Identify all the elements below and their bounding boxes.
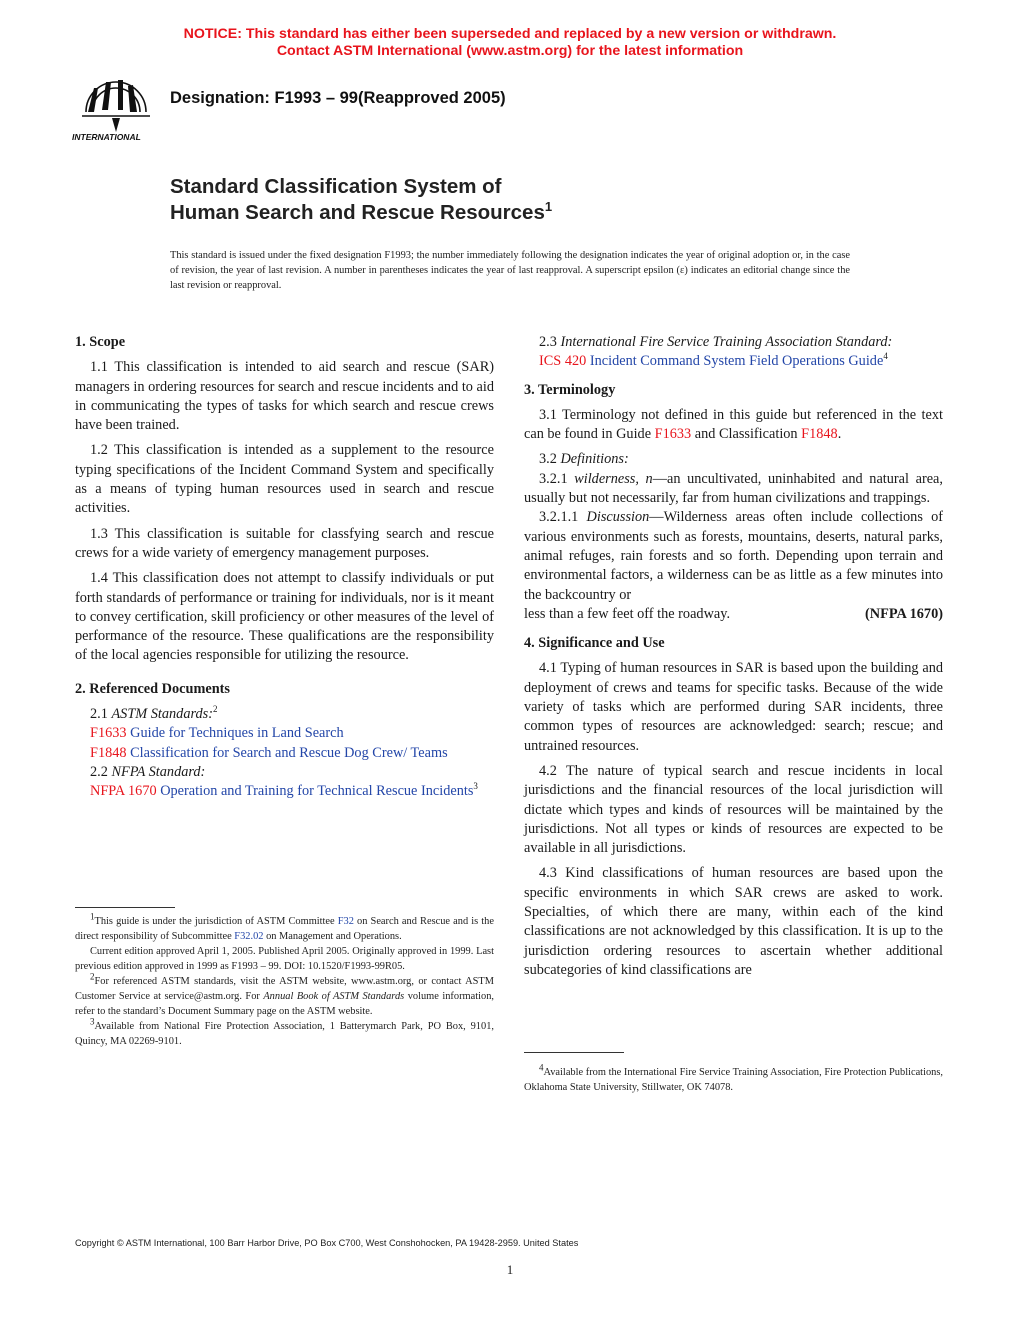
footnote-2 bbox=[75, 971, 494, 1019]
issued-note: This standard is issued under the fixed designation F1993; the number immediately following the designation indicates the year of original adoption or, in the case of revision, the year of last revision. A number in parentheses indicates the year of last reapproval. A superscript epsilon (ε) indicates an editorial change since the last revision or reapproval. bbox=[170, 250, 850, 291]
ifsta-standard-label: International Fire Service Training Association Standard: bbox=[560, 334, 893, 350]
left-footnotes bbox=[75, 907, 494, 1049]
para-3-2-1-num: 3.2.1 bbox=[539, 470, 575, 487]
committee-f32-link[interactable]: F32 bbox=[337, 916, 354, 927]
notice-line-1: NOTICE: This standard has either been superseded and replaced by a new version or withdrawn. bbox=[183, 26, 837, 42]
footnote-4-text: Available from the International Fire Service Training Association, Fire Protection Publications, Oklahoma State University, Stillwater, OK 74078. bbox=[524, 1067, 943, 1093]
para-3-1-text-c: . bbox=[837, 426, 842, 443]
ref-f1633-title[interactable]: Guide for Techniques in Land Search bbox=[130, 725, 344, 742]
footnote-1-text-a: This guide is under the jurisdiction of ASTM Committee bbox=[94, 916, 338, 927]
para-2-1-num: 2.1 bbox=[90, 706, 112, 723]
footnote-1-edition: Current edition approved April 1, 2005. Published April 2005. Originally approved in 1999. Last previous edition approved in 1999 as F1993 – 99. DOI: 10.1520/F1993-99R05. bbox=[75, 946, 494, 972]
astm-logo-icon bbox=[72, 72, 164, 144]
refdocs-heading: 2. Referenced Documents bbox=[75, 680, 230, 697]
title-line-2-text: Human Search and Rescue Resources bbox=[170, 201, 545, 224]
ref-f1633-code[interactable]: F1633 bbox=[90, 725, 127, 742]
para-4-1: 4.1 Typing of human resources in SAR is based upon the building and deployment of crews and teams for specific tasks. Because of the wide variety of tasks which are performed during SAR incidents, three common types of resources are acknowledged: search; rescue; and untrained resources. bbox=[524, 660, 943, 754]
ref-nfpa-1670-title[interactable]: Operation and Training for Technical Rescue Incidents bbox=[160, 783, 474, 800]
designation: Designation: F1993 – 99(Reapproved 2005) bbox=[170, 89, 506, 107]
footnote-mark-3: 3 bbox=[473, 781, 478, 792]
para-3-1 bbox=[524, 406, 943, 445]
document-title bbox=[170, 174, 552, 226]
ref-ics-420-code[interactable]: ICS 420 bbox=[539, 353, 587, 370]
subcommittee-f32-02-link[interactable]: F32.02 bbox=[234, 931, 264, 942]
footnote-1-mark: 1 bbox=[90, 911, 95, 922]
footnote-rule-left bbox=[75, 907, 175, 908]
para-3-1-text-b: and Classification bbox=[691, 426, 802, 443]
footnote-mark-2: 2 bbox=[213, 704, 218, 715]
footnote-rule-right bbox=[524, 1052, 624, 1053]
para-1-3: 1.3 This classification is suitable for classfying search and rescue crews for a wide variety of emergency management purposes. bbox=[75, 525, 494, 561]
copyright: Copyright © ASTM International, 100 Barr Harbor Drive, PO Box C700, West Conshohocken, PA 19428-2959. United States bbox=[75, 1238, 579, 1248]
para-4-2: 4.2 The nature of typical search and rescue incidents in local jurisdictions and the financial resources of the local jurisdiction will dictate which types and kinds of resources will be maintained by the jurisdictions. Not all types or kinds of resources are expected to be available in all jurisdictions. bbox=[524, 762, 943, 857]
footnote-1 bbox=[75, 911, 494, 944]
footnote-2-text-a: For referenced ASTM standards, visit the ASTM website, www.astm.org, or contact ASTM Customer Service at service@astm.org. For bbox=[75, 976, 494, 1002]
footnote-4-mark: 4 bbox=[539, 1062, 544, 1073]
para-1-2: 1.2 This classification is intended as a supplement to the resource typing specifications of the Incident Command System and specifically as a means of typing human resources used in search and rescue activities. bbox=[75, 442, 494, 517]
footnote-4 bbox=[524, 1062, 943, 1095]
para-3-2-num: 3.2 bbox=[539, 451, 561, 468]
title-line-1: Standard Classification System of bbox=[170, 175, 502, 198]
astm-logo bbox=[72, 72, 164, 144]
classification-f1848-link[interactable]: F1848 bbox=[801, 426, 838, 443]
ref-ics-420-title[interactable]: Incident Command System Field Operations Guide bbox=[589, 353, 884, 370]
para-3-2 bbox=[524, 450, 943, 469]
discussion-text: —Wilderness areas often include collections of various environments such as forests, mountains, deserts, natural parks, animal refuges, rain forests and so forth. Depending upon terrain and environmental factors, a wilderness can be as little as a few minutes into the backcountry or bbox=[524, 509, 944, 603]
para-1-4: 1.4 This classification does not attempt to classify individuals or put forth standards of performance or training for individuals, nor is it meant to convey certification, skill proficiency or other measures of the level of performance of the resource. These qualifications are the responsibility of the local agencies responsible for utilizing the resource. bbox=[75, 570, 494, 664]
scope-heading: 1. Scope bbox=[75, 334, 126, 350]
ref-f1848[interactable] bbox=[90, 744, 494, 763]
footnote-2-text-b: volume information, refer to the standard’s Document Summary page on the ASTM website. bbox=[75, 991, 494, 1017]
para-2-3 bbox=[524, 333, 943, 352]
right-footnotes bbox=[524, 1052, 943, 1095]
right-column bbox=[524, 333, 943, 980]
footnote-3 bbox=[75, 1016, 494, 1049]
discussion-last-line bbox=[524, 605, 943, 624]
para-2-2-num: 2.2 bbox=[90, 763, 112, 780]
discussion-label: Discussion bbox=[586, 509, 650, 526]
ref-f1848-code[interactable]: F1848 bbox=[90, 744, 127, 761]
footnote-2-mark: 2 bbox=[90, 971, 95, 982]
logo-subtext: INTERNATIONAL bbox=[72, 132, 141, 142]
para-2-3-num: 2.3 bbox=[539, 334, 561, 350]
para-2-2 bbox=[75, 763, 494, 782]
para-3-2-1-1 bbox=[524, 508, 943, 604]
footnote-3-mark: 3 bbox=[90, 1016, 95, 1027]
ref-ics-420[interactable] bbox=[539, 352, 943, 371]
guide-f1633-link[interactable]: F1633 bbox=[654, 426, 692, 443]
wilderness-definition: —an uncultivated, uninhabited and natural area, usually but not necessarily, far from human civilizations and trappings. bbox=[524, 470, 943, 507]
ref-f1633[interactable] bbox=[90, 724, 494, 743]
terminology-heading: 3. Terminology bbox=[524, 381, 616, 398]
astm-standards-label: ASTM Standards: bbox=[111, 706, 213, 723]
title-footnote-mark: 1 bbox=[544, 199, 553, 214]
superseded-notice bbox=[0, 26, 1020, 60]
para-4-3: 4.3 Kind classifications of human resources are based upon the specific environments in which SAR crews are asked to work. Specialties, of which there are many, within each of the kind classifications are not acknowledged by this classification. It is up to the jurisdiction ordering resources to ascertain whether additional subcategories of kind classifications are bbox=[524, 865, 943, 978]
notice-line-2: Contact ASTM International (www.astm.org) for the latest information bbox=[276, 43, 744, 59]
discussion-source: (NFPA 1670) bbox=[865, 605, 943, 622]
footnote-2-italic: Annual Book of ASTM Standards bbox=[263, 991, 405, 1002]
para-1-1: 1.1 This classification is intended to aid search and rescue (SAR) managers in ordering resources for search and rescue incidents and to aid in communicating the types of tasks for which search and rescue crews have been trained. bbox=[75, 359, 494, 434]
ref-nfpa-1670[interactable] bbox=[90, 782, 494, 801]
para-3-1-text-a: 3.1 Terminology not defined in this guide but referenced in the text can be found in Guide bbox=[524, 406, 943, 443]
footnote-3-text: Available from National Fire Protection Association, 1 Batterymarch Park, PO Box, 9101, Quincy, MA 02269-9101. bbox=[75, 1021, 494, 1047]
footnote-1-text-c: on Management and Operations. bbox=[263, 931, 402, 942]
discussion-last-text: less than a few feet off the roadway. bbox=[524, 605, 731, 622]
left-column bbox=[75, 333, 494, 802]
para-3-2-1 bbox=[524, 470, 943, 509]
significance-heading: 4. Significance and Use bbox=[524, 635, 665, 652]
ref-f1848-title[interactable]: Classification for Search and Rescue Dog Crew/ Teams bbox=[130, 744, 448, 761]
nfpa-standard-label: NFPA Standard: bbox=[111, 763, 206, 780]
para-3-2-1-1-num: 3.2.1.1 bbox=[539, 509, 587, 526]
title-line-2 bbox=[170, 200, 552, 226]
para-2-1 bbox=[75, 705, 494, 724]
ref-nfpa-1670-code[interactable]: NFPA 1670 bbox=[90, 783, 157, 800]
definitions-label: Definitions: bbox=[560, 451, 629, 468]
footnote-mark-4: 4 bbox=[883, 351, 888, 362]
term-wilderness: wilderness, n bbox=[574, 470, 653, 487]
page-number: 1 bbox=[506, 1262, 514, 1277]
footnote-1-text-b: on Search and Rescue and is the direct responsibility of Subcommittee bbox=[75, 916, 494, 942]
